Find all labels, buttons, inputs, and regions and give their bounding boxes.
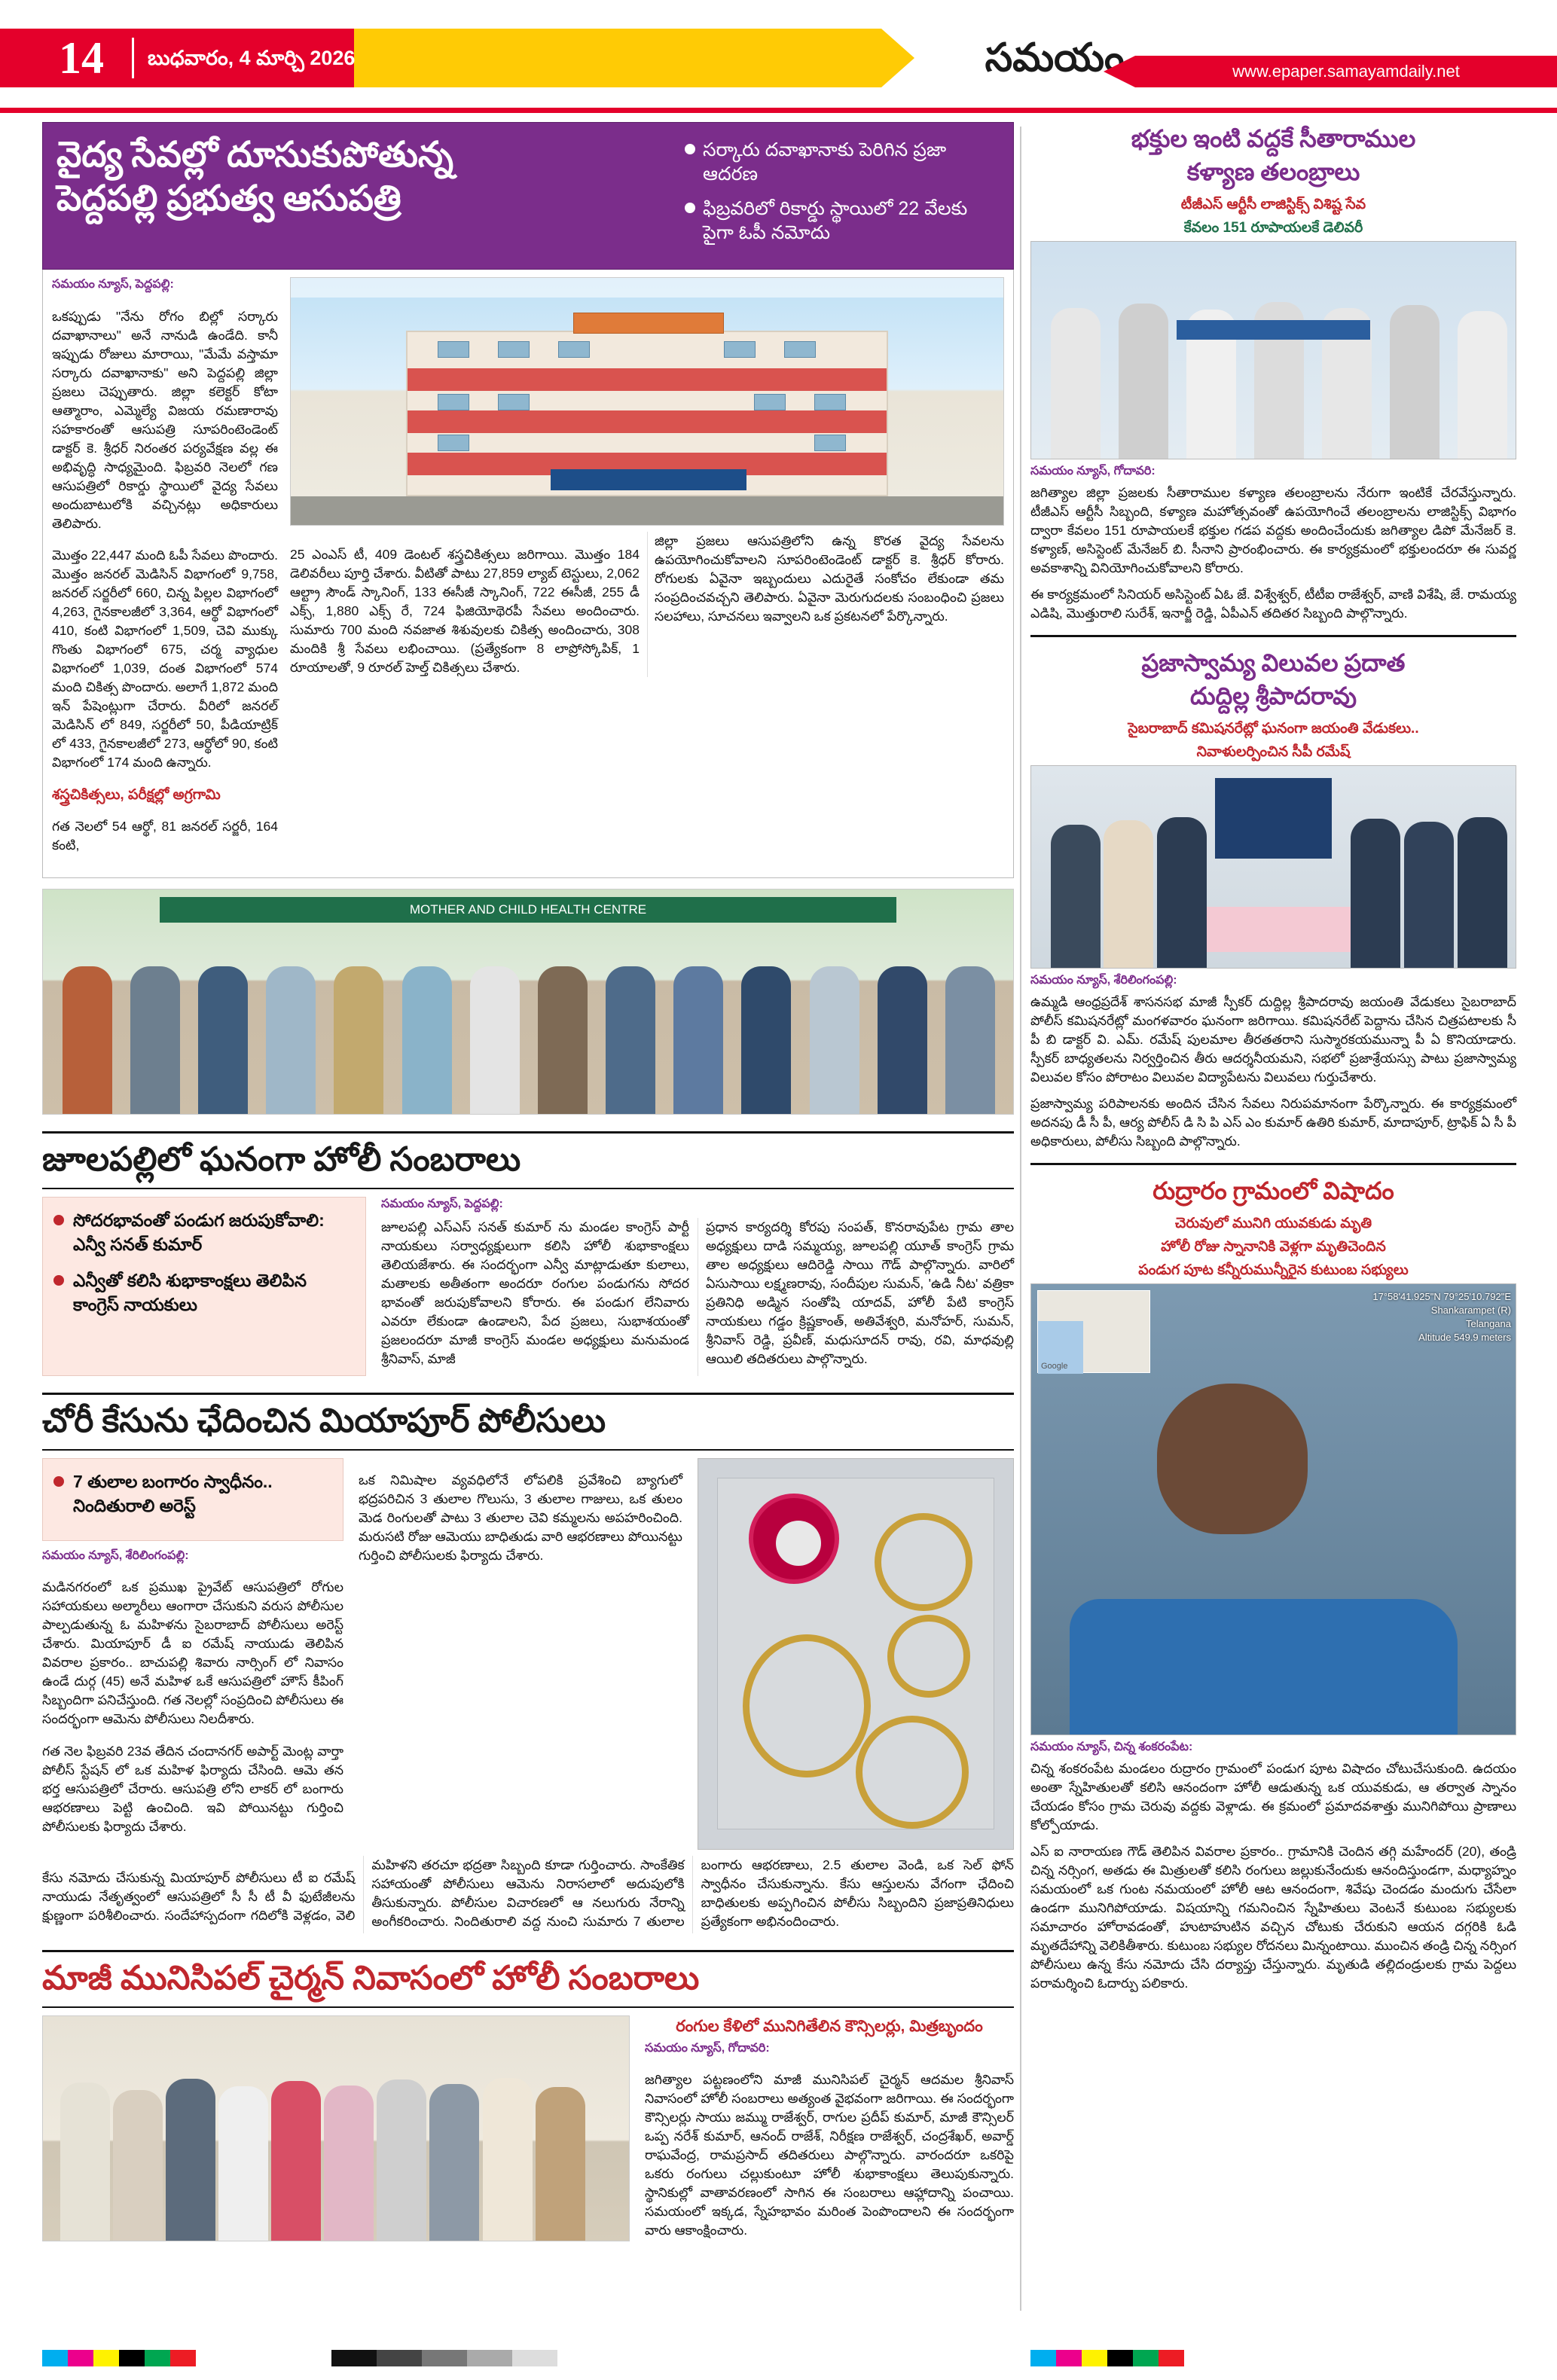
grey-step — [422, 2350, 467, 2366]
hospital-window — [438, 435, 469, 451]
hospital-band — [408, 410, 887, 433]
holi-jalapally-headline: జూలపల్లిలో ఘనంగా హోలీ సంబరాలు — [42, 1131, 1014, 1189]
person — [1390, 305, 1439, 459]
right-story1-headline — [1030, 122, 1516, 188]
person — [60, 2082, 110, 2241]
seized-jewellery-photo — [698, 1458, 1014, 1850]
colorbar-green — [145, 2350, 170, 2366]
lead-bullet-1 — [685, 138, 1000, 186]
right-story2-headline-line1: ప్రజాస్వామ్య విలువల ప్రదాత — [1141, 649, 1406, 676]
right-story3-sub1: చెరువులో మునిగి యువకుడు మృతి — [1174, 1216, 1372, 1231]
photo-banner-text: MOTHER AND CHILD HEALTH CENTRE — [160, 897, 897, 923]
hospital-window — [724, 341, 756, 358]
hospital-photo — [290, 277, 1004, 526]
bullet-dot-icon — [53, 1275, 64, 1286]
footer-registration-colorbar-right — [1030, 2350, 1184, 2366]
theft-case-block — [42, 1458, 1014, 1850]
hospital-window — [814, 394, 846, 410]
holi-jalapally-para-1: జూలపల్లి ఎస్ఎస్ సనత్ కుమార్ ను మండల కాంగ్రెస్ పార్టీ నాయకులు సర్వాధ్యక్షులుగా కలిసి హోలీ శుభాకాంక్షలు తెలియజేశారు. ఈ సందర్భంగా ఎన్వీ మాట్లాడుతూ కులాలు, మతాలకు అతీతంగా అందరూ రంగుల పండుగను సోదర భావంతో జరుపుకోవాలని కోరారు. ఈ పండుగ లేనివారు ఎవరూ లేకుండా ఉండాలని, పేద ప్రజలు, సుభాశయంతో ప్రజలందరూ మాజీ కాంగ్రెస్ మండల అధ్యక్షులు మనుమండ శ్రీనివాస్, మాజీ — [381, 1219, 689, 1366]
bullet-text: 7 తులాల బంగారం స్వాధీనం.. నిందితురాలి అరెస్ట్ — [73, 1471, 273, 1515]
masthead-website-url[interactable]: www.epaper.samayamdaily.net — [1135, 56, 1557, 87]
person — [1351, 819, 1400, 968]
holi-jalapally-para-2: ప్రధాన కార్యదర్శి కోరపు సంపత్, కొనరావుపేట గ్రామ తాల అధ్యక్షులు దాడి సమ్మయ్య, జూలపల్లి యూత్ కాంగ్రెస్ గ్రామ తాల అధ్యక్షులు ఆదిరెడ్డి సాయి గౌడ్ పాల్గొన్నారు. వారిలో ఏసుసాయి లక్ష్మణరావు, సందీపుల సుమన్, 'ఉడి నీట' వత్రికా ప్రతినిధి అడ్మిన సంతోషి యాదవ్, హోలీ పేటి కాంగ్రెస్ నాయకులు గడ్డం క్రిష్ణకాంత్, అతివేశ్వరి, మనోహర్, సుమన్, శ్రీనివాస్ రెడ్డి, ప్రవీణ్, మధుసూదన్ రావు, రవి, మాధవుల్లి ఆయిలి తదితరులు పాల్గొన్నారు. — [706, 1219, 1014, 1366]
chairman-holi-byline: సమయం న్యూస్, గోదావరి: — [645, 2041, 770, 2055]
map-inset — [1037, 1290, 1150, 1373]
theft-case-para-2: గత నెల ఫిబ్రవరి 23వ తేదిన చందానగర్ అపార్ట్ మెంట్ల వార్తా పోలీస్ స్టేషన్ లో ఒక మహిళ ఫిర్యాదు చేసింది. ఆమె తన భర్త ఆసుపత్రిలో చేరారు. ఆసుపత్రి లోని లాకర్ లో బంగారు ఆభరణాలు పెట్టి ఉంచింది. ఇవి పోయినట్టు గుర్తించి పోలీసులకు ఫిర్యాదు చేశారు. — [42, 1743, 343, 1834]
lead-headline — [56, 133, 674, 255]
colorbar-red — [170, 2350, 196, 2366]
holi-jalapally-byline: సమయం న్యూస్, పెద్దపల్లి: — [381, 1197, 503, 1210]
bullet-dot-icon — [53, 1215, 64, 1225]
right-story3-headline: రుద్రారం గ్రామంలో విషాదం — [1152, 1177, 1394, 1204]
right-story3-body — [1030, 1759, 1516, 1993]
jayanti-ceremony-photo — [1030, 765, 1516, 969]
bullet-item — [53, 1469, 332, 1518]
right-story2-para-1: ఉమ్మడి ఆంధ్రప్రదేశ్ శాసనసభ మాజీ స్పీకర్ దుద్దిల్ల శ్రీపాదరావు జయంతి వేడుకలు సైబరాబాద్ పోలీస్ కమిషనరేట్లో మంగళవారం ఘనంగా జరిగాయి. కమిషనరేట్ పెద్దాను చేసిన చిత్రపటాలకు సీ పీ బి డాక్టర్ వి. ఎమ్. రమేష్ పులమాల తీరతతరాని సుస్మారకయమున్నా పీ ఏ కొనియాడారు. స్పీకర్ బాధ్యతలను నిర్వర్తించిన తీరు ఆదర్శనీయమని, సభలో ప్రజాశ్రేయస్సు పాటు ప్రజాస్వామ్య విలువల కోసం పోరాటం విలువల విద్యాపేటను విలువలు గుర్తుచేశారు. — [1030, 994, 1516, 1085]
chairman-holi-block — [42, 2015, 1014, 2253]
right-story2-para-2: ప్రజాస్వామ్య పరిపాలనకు అందిన చేసిన సేవలు నిరుపమానంగా పేర్కొన్నారు. ఈ కార్యక్రమంలో అదనపు డీ సీ పీ, ఆర్య పోలీస్ డి సి పి ఎస్ ఎం కుమార్ ఉతిరి కుమార్, మాదాపూర్, ట్రాఫిక్ ఏ సీ పీ అధికారులు, పోలీసు సిబ్బంది పాల్గొన్నారు. — [1030, 1096, 1516, 1149]
hospital-window — [438, 341, 469, 358]
right-story3-sub3: పండుగ పూట కన్నీరుమున్నీరైన కుటుంబ సభ్యులు — [1138, 1262, 1409, 1278]
lead-story-box — [42, 270, 1014, 878]
right-story1-sub2: కేవలం 151 రూపాయలకే డెలివరీ — [1183, 220, 1363, 236]
right-story1-body — [1030, 484, 1516, 623]
right-story1-byline: సమయం న్యూస్, గోదావరి: — [1030, 465, 1156, 478]
bullet-text: సోదరభావంతో పండుగ జరుపుకోవాలి: ఎన్వీ సనత్ కుమార్ — [73, 1210, 325, 1254]
person — [334, 966, 383, 1114]
bullet-item — [53, 1208, 355, 1256]
lead-byline: సమయం న్యూస్, పెద్దపల్లి: — [52, 278, 174, 291]
chairman-holi-photo — [42, 2015, 630, 2241]
face — [1157, 1384, 1308, 1534]
section-divider — [1030, 1163, 1516, 1165]
right-story2-headline-line2: దుద్దిల్ల శ్రీపాదరావు — [1189, 682, 1357, 709]
masthead-divider — [132, 38, 134, 78]
hospital-signboard — [551, 469, 746, 490]
bullet-dot-icon — [53, 1476, 64, 1487]
person — [1458, 817, 1507, 968]
colorbar-red — [1159, 2350, 1184, 2366]
person — [945, 966, 995, 1114]
person — [483, 2078, 533, 2241]
map-brand-label: Google — [1041, 1362, 1068, 1371]
right-story2-sub2: నివాళులర్పించిన సీపీ రమేష్ — [1196, 744, 1351, 760]
hospital-roof — [573, 313, 724, 334]
person — [536, 2087, 585, 2241]
lead-headline-line2: పెద్దపల్లి ప్రభుత్వ ఆసుపత్రి — [56, 179, 401, 218]
theft-case-byline: సమయం న్యూస్, శేరిలింగంపల్లి: — [42, 1549, 189, 1562]
rtc-officials-photo — [1030, 241, 1516, 459]
theft-case-para-1: మడినగరంలో ఒక ప్రముఖ ప్రైవేట్ ఆసుపత్రిలో రోగుల సహాయకులు అల్మారీలు ఆంగారా చేసుకుని వరుస పోలీసుల పాల్పడుతున్న ఓ మహిళను సైబరాబాద్ పోలీసులు అరెస్ట్ చేశారు. మియాపూర్ డీ ఐ రమేష్ నాయుడు తెలిపిన వివరాల ప్రకారం.. బాచుపల్లి శివారు నార్సింగ్ లో నివాసం ఉండే దుర్గ (45) అనే మహిళ ఒకే ఆసుపత్రిలో హౌస్ కీపింగ్ సిబ్బందిగా పనిచేస్తుంది. గత నెలల్లో సంప్రదించి పోలీసులు ఈ సందర్భంగా ఆమెను పోలీసులు నిలదీశారు. — [42, 1579, 343, 1726]
masthead-date: బుధవారం, 4 మార్చి 2026 — [148, 47, 356, 69]
lead-bullet-2-text: ఫిబ్రవరిలో రికార్డు స్థాయిలో 22 వేలకు పైగా ఓపీ నమోదు — [703, 198, 968, 243]
hospital-window — [498, 341, 530, 358]
right-story2-byline: సమయం న్యూస్, శేరిలింగంపల్లి: — [1030, 974, 1177, 987]
masthead — [0, 0, 1557, 113]
lead-bullet-1-text: సర్కారు దవాఖానాకు పెరిగిన ప్రజా ఆదరణ — [703, 139, 947, 185]
person — [113, 2090, 163, 2241]
person — [1119, 304, 1168, 459]
footer-grey-steps — [331, 2350, 557, 2366]
right-story1-para-1: జగిత్యాల జిల్లా ప్రజలకు సీతారాముల కళ్యాణ తలంబ్రాలను నేరుగా ఇంటికే చేరవేస్తున్నారు. టీజీఎస్ ఆర్టీసీ సిబ్బంది, కళ్యాణ మహోత్సవంతో ఉపయోగించే తలంబ్రాలను లాజిస్టిక్స్ విభాగం ద్వారా కేవలం 151 రూపాయలకే భక్తుల గడప వద్దకు అందించేందుకు జగిత్యాల డిపో మేనేజర్ కె. కళ్యాణ్, అసిస్టెంట్ మేనేజర్ బి. సీనాని ప్రారంభించారు. ఈ కార్యక్రమంలో భక్తులందరూ ఈ సువర్ణ అవకాశాన్ని వినియోగించుకోవాలని కోరారు. — [1030, 485, 1516, 575]
road — [291, 496, 1003, 525]
person — [1458, 311, 1507, 459]
holi-group-photo — [42, 889, 1014, 1115]
right-story1-headline-line2: కళ్యాణ తలంబ్రాలు — [1186, 158, 1360, 185]
colorbar-cyan — [1030, 2350, 1056, 2366]
person — [402, 966, 452, 1114]
lead-bullets — [685, 133, 1000, 255]
colorbar-cyan — [42, 2350, 68, 2366]
person — [1157, 817, 1207, 968]
banner-strip — [1177, 320, 1370, 340]
chairman-holi-para-1: జగిత్యాల పట్టణంలోని మాజీ మునిసిపల్ చైర్మన్ ఆదమల శ్రీనివాస్ నివాసంలో హోలీ సంబరాలు అత్యంత వైభవంగా జరిగాయి. ఈ సందర్భంగా కౌన్సిలర్లు సాయు జమ్ము రాజేశ్వర్, రాగుల ప్రదీప్ కుమార్, మాజీ కౌన్సిలర్ ఒప్ప నరేశ్ కుమార్, ఆనంద్ రాజేశ్, నిరీక్షణ రాజేశ్వర్, చంద్రశేఖర్, అవార్డ్ రాఘవేంద్ర, రామప్రసాద్ తదితరులు పాల్గొన్నారు. వారందరూ ఒకరిపై ఒకరు రంగులు చల్లుకుంటూ హోలీ శుభాకాంక్షలు తెలుపుకున్నారు. స్థానికుల్లో వాతావరణంలో సాగిన ఈ సంబరాలు ఆహ్లాదాన్ని పంచాయి. సమయంలో ఇక్కడ, స్నేహభావం మరింత పెంపొందాలని ఈ సందర్భంగా వారు ఆకాంక్షించారు. — [645, 2072, 1014, 2238]
grey-step — [377, 2350, 422, 2366]
right-story1-headline-line1: భక్తుల ఇంటి వద్దకే సీతారాముల — [1131, 125, 1416, 152]
holi-jalapally-block — [42, 1197, 1014, 1376]
colorbar-black — [119, 2350, 145, 2366]
chairman-holi-subhead: రంగుల కేళిలో మునిగితేలిన కౌన్సిలర్లు, మిత్రబృందం — [676, 2017, 983, 2035]
lead-para-2: మొత్తం 22,447 మంది ఓపీ సేవలు పొందారు. మొత్తం జనరల్ మెడిసిన్ విభాగంలో 9,758, జనరల్ సర్జరీలో 660, చిన్న పిల్లల విభాగంలో 4,263, గైనకాలజీలో 3,364, ఆర్థో విభాగంలో 410, కంటి విభాగంలో 1,509, చెవి ముక్కు గొంతు విభాగంలో 675, చర్మ వ్యాధుల విభాగంలో 1,039, దంత విభాగంలో 574 మంది చికిత్స పొందారు. అలాగే 1,872 మంది ఇన్ పేషెంట్లుగా చేరారు. వీరిలో జనరల్ మెడిసిన్ లో 849, సర్జరీలో 50, పీడియాట్రిక్ లో 433, గైనకాలజీలో 273, ఆర్థోలో 90, కంటి విభాగంలో 174 మంది ఉన్నారు. — [52, 548, 278, 770]
gold-bangle — [887, 1615, 970, 1698]
lead-bullet-2 — [685, 197, 1000, 245]
person — [470, 966, 520, 1114]
person — [271, 2081, 321, 2241]
right-story3-byline: సమయం న్యూస్, చిన్న శంకరంపేట: — [1030, 1741, 1193, 1753]
gold-chain — [743, 1634, 871, 1777]
holi-jalapally-bullets — [42, 1197, 366, 1376]
person — [1051, 825, 1101, 968]
person — [1104, 820, 1153, 968]
footer-registration-colorbar-left — [42, 2350, 196, 2366]
jewellery-box — [749, 1494, 839, 1584]
photo-top-strip — [291, 278, 1003, 298]
geo-altitude: Altitude 549.9 meters — [1418, 1332, 1511, 1343]
geo-coords: 17°58'41.925"N 79°25'10.792"E — [1372, 1291, 1511, 1302]
person — [1404, 822, 1454, 968]
colorbar-yellow — [93, 2350, 119, 2366]
lead-headline-line1: వైద్య సేవల్లో దూసుకుపోతున్న — [56, 136, 453, 175]
person — [218, 2086, 268, 2241]
left-column — [42, 122, 1014, 2253]
person — [130, 966, 180, 1114]
hospital-building — [406, 331, 888, 496]
right-story2-sub1: సైబరాబాద్ కమిషనరేట్లో ఘనంగా జయంతి వేడుకలు.. — [1128, 721, 1419, 737]
theft-case-tail — [42, 1856, 1014, 1933]
person — [377, 2079, 426, 2241]
theft-case-para-4: కేసు నమోదు చేసుకున్న మియాపూర్ పోలీసులు టీ ఐ రమేష్ నాయుడు నేతృత్వంలో ఆసుపత్రిలో సీ సీ టీ వీ ఫుటేజీలను క్షుణ్ణంగా పరిశీలించారు. సందేహాస్పదంగా గదిలోకి వెళ్లడం, వెలి మహిళని తరచూ భద్రతా సిబ్బంది కూడా గుర్తించారు. సాంకేతిక సహాయంతో పోలీసులు ఆమెను నిరాసలాలో అదుపులోకి తీసుకున్నారు. పోలీసుల విచారణలో ఆ నలుగురు నేరాన్ని అంగీకరించారు. నిందితురాలి వద్ద నుంచి సుమారు 7 తులాల బంగారు ఆభరణాలు, 2.5 తులాల వెండి, ఒక సెల్ ఫోన్ స్వాధీనం చేసుకున్నాను. కేసు ఆస్తులను వేగంగా ఛేదించి బాధితులకు అప్పగించిన పోలీసు సిబ్బందిని ప్రజాప్రతినిధులు ప్రత్యేకంగా అభినందించారు. — [42, 1857, 1014, 1929]
chairman-holi-headline: మాజీ మునిసిపల్ చైర్మన్ నివాసంలో హోలీ సంబరాలు — [42, 1950, 1014, 2008]
gold-bangle — [856, 1716, 969, 1829]
lead-subhead: శస్త్రచికిత్సలు, పరీక్షల్లో అగ్రగామి — [52, 786, 221, 803]
person — [673, 966, 723, 1114]
hospital-window — [498, 394, 530, 410]
masthead-yellow-block — [354, 29, 881, 87]
geo-state: Telangana — [1466, 1318, 1511, 1329]
column-divider — [1020, 127, 1021, 2311]
right-story1-sub1: టీజీఎస్ ఆర్టీసీ లాజిస్టిక్స్ విశిష్ట సేవ — [1180, 197, 1366, 212]
section-divider — [1030, 635, 1516, 637]
colorbar-magenta — [1056, 2350, 1082, 2366]
right-story2-headline — [1030, 646, 1516, 712]
person — [266, 966, 316, 1114]
theft-case-para-3: ఒక నిమిషాల వ్యవధిలోనే లోపలికి ప్రవేశించి బ్యాగులో భద్రపరిచిన 3 తులాల గొలుసు, 3 తులాల గాజులు, ఒక తులం మెడ రింగులతో పాటు 3 తులాల చెవి కమ్మలను అపహరించింది. మరుసటి రోజు ఆమెయు బాధితుడు వారి ఆభరణాలు పోయినట్టు గుర్తించి పోలీసులకు ఫిర్యాదు చేశారు. — [359, 1472, 682, 1563]
person — [324, 2086, 374, 2241]
bullet-text: ఎన్వీతో కలిసి శుభాకాంక్షలు తెలిపిన కాంగ్రెస్ నాయకులు — [73, 1270, 307, 1314]
right-column — [1030, 122, 1516, 2000]
clothing — [1070, 1599, 1457, 1735]
portrait-frame — [1215, 778, 1331, 859]
lead-para-3: 25 ఎంఎస్ టీ, 409 డెంటల్ శస్త్రచికిత్సలు జరిగాయి. మొత్తం 184 డెలివరీలు పూర్తి చేశారు. వీటితో పాటు 27,859 ల్యాబ్ టెస్టులు, 2,062 ఆల్ట్రా సౌండ్ స్కానింగ్, 133 ఈసీజీ స్కానింగ్, 722 ఈసీజీ, 255 డీ ఎక్స్, 1,880 ఎక్స్ రే, 724 ఫిజియోథెరపీ సేవలు అందించారు. సుమారు 700 మంది నవజాత శిశువులకు చికిత్స అందించారు, 308 మందికి శ్రీ సేవలు లభించాయి. (ప్రత్యేకంగా 8 లాప్రోస్కోపిక్, 1 రూయాలతో, 9 రూరల్ హెల్త్ చికిత్సలు చేశారు. — [290, 546, 640, 675]
gold-bangle — [875, 1513, 972, 1611]
jewellery-box-inner — [776, 1521, 821, 1566]
lead-para-4: జిల్లా ప్రజలు ఆసుపత్రిలోని ఉన్న కొరత వైద్య సేవలను ఉపయోగించుకోవాలని సూపరింటెండెంట్ డాక్టర్ కె. శ్రీధర్ కోరారు. రోగులకు ఏవైనా ఇబ్బందులు ఎదురైతే సంకోచం లేకుండా తమ సంప్రదించవచ్చని తెలిపారు. ఏవైనా మెరుగుదలకు సంబంధించి ప్రజలు సలహాలు, సూచనలు ఇవ్వాలని ఒక ప్రకటనలో పేర్కొన్నారు. — [655, 533, 1004, 624]
person — [198, 966, 248, 1114]
bullet-item — [53, 1268, 355, 1317]
bullet-dot-icon — [685, 203, 695, 213]
theft-case-bullets — [42, 1458, 343, 1541]
colorbar-magenta — [68, 2350, 93, 2366]
deceased-youth-photo — [1030, 1283, 1516, 1735]
masthead-rule — [0, 108, 1557, 113]
holi-jalapally-text — [381, 1197, 1014, 1376]
grey-step — [512, 2350, 557, 2366]
right-story3-para-1: చిన్న శంకరంపేట మండలం రుద్రారం గ్రామంలో పండుగ పూట విషాదం చోటుచేసుకుంది. ఉదయం అంతా స్నేహితులతో కలిసి ఆనందంగా హోలీ ఆడుతున్న ఒక యువకుడు, ఆ తర్వాత స్నానం చేయడం కోసం గ్రామ చెరువు వద్దకు వెళ్లాడు. ఈ క్రమంలో ప్రమాదవశాత్తు మునిగిపోయి ప్రాణాలు కోల్పోయాడు. — [1030, 1761, 1516, 1832]
right-story1-para-2: ఈ కార్యక్రమంలో సినియర్ అసిస్టెంట్ ఏఓ జే. విశ్వేశ్వర్, టీటీఐ రాజేశ్వర్, వాణి విశేషి, జే. రామయ్య ఎడిషి, మొత్తురాలి సురేశ్, ఇనార్జీ రెడ్డి, ఏపీఎన్ తదితర సిబ్బంది పాల్గొన్నారు. — [1030, 587, 1516, 621]
right-story3-para-2: ఎస్ ఐ నారాయణ గౌడ్ తెలిపిన వివరాల ప్రకారం.. గ్రామానికి చెందిన తగ్గి మహేందర్ (20), తండ్రి చిన్న నర్సింగ, అతడు ఈ మిత్రులతో కలిసి రంగులు జల్లుకునేందుకు ఆనందిస్తుండగా, మధ్యాహ్నం సమయంలో ఒక గుంట నమయంలో హోలీ ఆట ఆనందంగా, శివేషు చెందడం మందుగు చేసేలా ఉండగా మునిగిపోయాడు. విషయాన్ని గమనించిన స్నేహితులు వెంటనే కుటుంబ సభ్యులకు సమాచారం హోరావడంతో, హుటాహుటిన వచ్చిన చోటుకు చేరుకుని ఆయన దగ్గరికి ఓడి మృతదేహాన్ని వెలికితీశారు. కుటుంబ సభ్యుల రోదనలు మిన్నంటాయి. ముంచిన తండ్రి చిన్న నర్సింగ పోలీసులు ఉన్న కేసు నమోదు చేసి దర్యాప్తు చేస్తున్నారు. మృతుడి తల్లిదండ్రులకు గ్రామ పెద్దలు పరామర్శించి ఓదార్పు పలికారు. — [1030, 1844, 1516, 1991]
person — [606, 966, 655, 1114]
lead-subpara: గత నెలలో 54 ఆర్థో, 81 జనరల్ సర్జరీ, 164 కంటి, — [52, 819, 278, 853]
person — [538, 966, 588, 1114]
geo-stamp — [1372, 1290, 1511, 1344]
hospital-band — [408, 368, 887, 391]
bullet-dot-icon — [685, 144, 695, 154]
person — [741, 966, 791, 1114]
hospital-window — [784, 341, 816, 358]
hospital-window — [558, 341, 590, 358]
person — [429, 2084, 479, 2241]
grey-step — [467, 2350, 512, 2366]
lead-para-1: ఒకప్పుడు "నేను రోగం బిల్లో సర్కారు దవాఖానాలు" అనే నానుడి ఉండేది. కానీ ఇప్పుడు రోజులు మారాయి, "మేమే వస్తామా సర్కారు దవాఖానాకు" అని పెద్దపల్లి జిల్లా ప్రజలు చెప్పుతారు. జిల్లా కలెక్టర్ కోటా ఆత్మారాం, ఎమ్మెల్యే విజయ రమణారావు సహకారంతో ఆసుపత్రి సూపరింటెండెంట్ డాక్టర్ కె. శ్రీధర్ నిరంతర పర్యవేక్షణ వల్ల ఈ అభివృద్ధి సాధ్యమైంది. ఫిబ్రవరి నెలలో గణ ఆసుపత్రిలో రికార్డు స్థాయిలో వైద్య సేవలు అందుబాటులోకి వచ్చినట్లు అధికారులు తెలిపారు. — [52, 308, 278, 531]
right-story2-body — [1030, 993, 1516, 1151]
person — [810, 966, 859, 1114]
right-story3-sub2: హోలీ రోజు స్నానానికి వెళ్లగా మృతిచెందిన — [1161, 1239, 1386, 1255]
hospital-window — [754, 394, 786, 410]
page-number: 14 — [59, 33, 104, 83]
masthead-title: సమయం — [985, 37, 1125, 80]
hospital-window — [814, 435, 846, 451]
person — [1051, 308, 1101, 459]
colorbar-yellow — [1082, 2350, 1107, 2366]
grey-step — [331, 2350, 377, 2366]
person — [166, 2079, 215, 2241]
lead-headline-banner — [42, 122, 1014, 270]
colorbar-black — [1107, 2350, 1133, 2366]
colorbar-green — [1133, 2350, 1159, 2366]
hospital-window — [438, 394, 469, 410]
person — [63, 966, 112, 1114]
person — [878, 966, 927, 1114]
geo-place: Shankarampet (R) — [1430, 1304, 1511, 1316]
theft-case-headline: చోరీ కేసును ఛేదించిన మియాపూర్ పోలీసులు — [42, 1393, 1014, 1451]
